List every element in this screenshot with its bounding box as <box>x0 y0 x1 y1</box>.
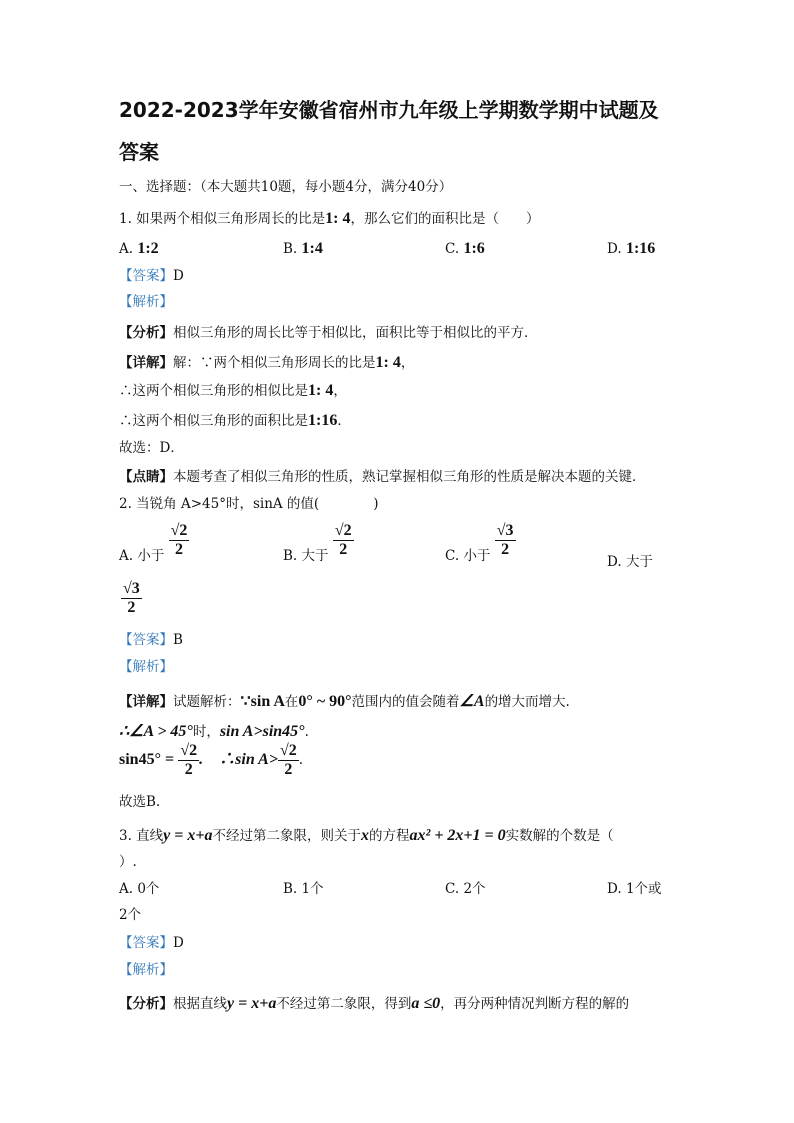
q2-option-b: B. 大于 $\frac{√2}{2}$ <box>283 522 352 564</box>
q2-detail-1: 【详解】试题解析：∵sin A在0° ~ 90°范围内的值会随着∠A的增大而增大. <box>119 693 570 710</box>
q1-detail-1: 【详解】解：∵两个相似三角形周长的比是1: 4， <box>119 354 415 371</box>
q1-option-c: C. 1:6 <box>445 240 485 257</box>
q2-analysis-label: 【解析】 <box>119 659 173 675</box>
q3-option-b: B. 1个 <box>283 881 324 897</box>
q2-option-c: C. 小于 $\frac{√3}{2}$ <box>445 522 514 564</box>
q3-option-c: C. 2个 <box>445 881 486 897</box>
section-heading: 一、选择题：（本大题共10题，每小题4分，满分40分） <box>119 179 453 195</box>
q3-stem-cont: ）. <box>119 854 137 870</box>
q2-stem: 2. 当锐角 A>45°时，sinA 的值( ) <box>119 496 379 512</box>
q2-option-a: A. 小于 $\frac{√2}{2}$ <box>119 522 188 564</box>
q3-option-a: A. 0个 <box>119 881 160 897</box>
q2-conclusion: 故选B. <box>119 794 161 810</box>
q1-remark: 【点睛】本题考查了相似三角形的性质，熟记掌握相似三角形的性质是解决本题的关键． <box>119 469 646 485</box>
q1-fenxi: 【分析】相似三角形的周长比等于相似比，面积比等于相似比的平方． <box>119 325 538 341</box>
doc-title-cont: 答案 <box>119 140 159 164</box>
q2-detail-3: sin45° = $\frac{√2}{2}$ . ∴sin A> $\frac{√2}{2}$ . <box>119 742 304 778</box>
q3-fenxi: 【分析】根据直线y = x+a不经过第二象限，得到a ≤0，再分两种情况判断方程的解的 <box>119 995 630 1012</box>
q3-answer: 【答案】D <box>119 935 184 951</box>
q2-option-d-frac: $\frac{√3}{2}$ <box>123 580 140 616</box>
q2-option-d: D. 大于 <box>607 554 653 570</box>
q3-stem: 3. 直线y = x+a不经过第二象限，则关于x的方程ax² + 2x+1 = 0实数解的个数是（ <box>119 827 614 844</box>
q1-option-a: A. 1:2 <box>119 240 159 257</box>
q1-option-d: D. 1:16 <box>607 240 656 257</box>
q1-conclusion: 故选：D． <box>119 440 184 456</box>
q3-option-d-cont: 2个 <box>119 907 142 923</box>
doc-title: 2022-2023学年安徽省宿州市九年级上学期数学期中试题及 <box>119 98 659 122</box>
q1-detail-3: ∴这两个相似三角形的面积比是1:16． <box>119 412 351 429</box>
q1-stem: 1. 如果两个相似三角形周长的比是1: 4，那么它们的面积比是（ ） <box>119 210 540 227</box>
q2-answer: 【答案】B <box>119 632 183 648</box>
q1-option-b: B. 1:4 <box>283 240 323 257</box>
q1-detail-2: ∴这两个相似三角形的相似比是1: 4， <box>119 382 347 399</box>
q3-analysis-label: 【解析】 <box>119 962 173 978</box>
q1-analysis-label: 【解析】 <box>119 294 173 310</box>
q3-option-d: D. 1个或 <box>607 881 662 897</box>
q2-detail-2: ∴∠A > 45°时，sin A>sin45°. <box>119 723 309 740</box>
q1-answer: 【答案】D <box>119 268 184 284</box>
